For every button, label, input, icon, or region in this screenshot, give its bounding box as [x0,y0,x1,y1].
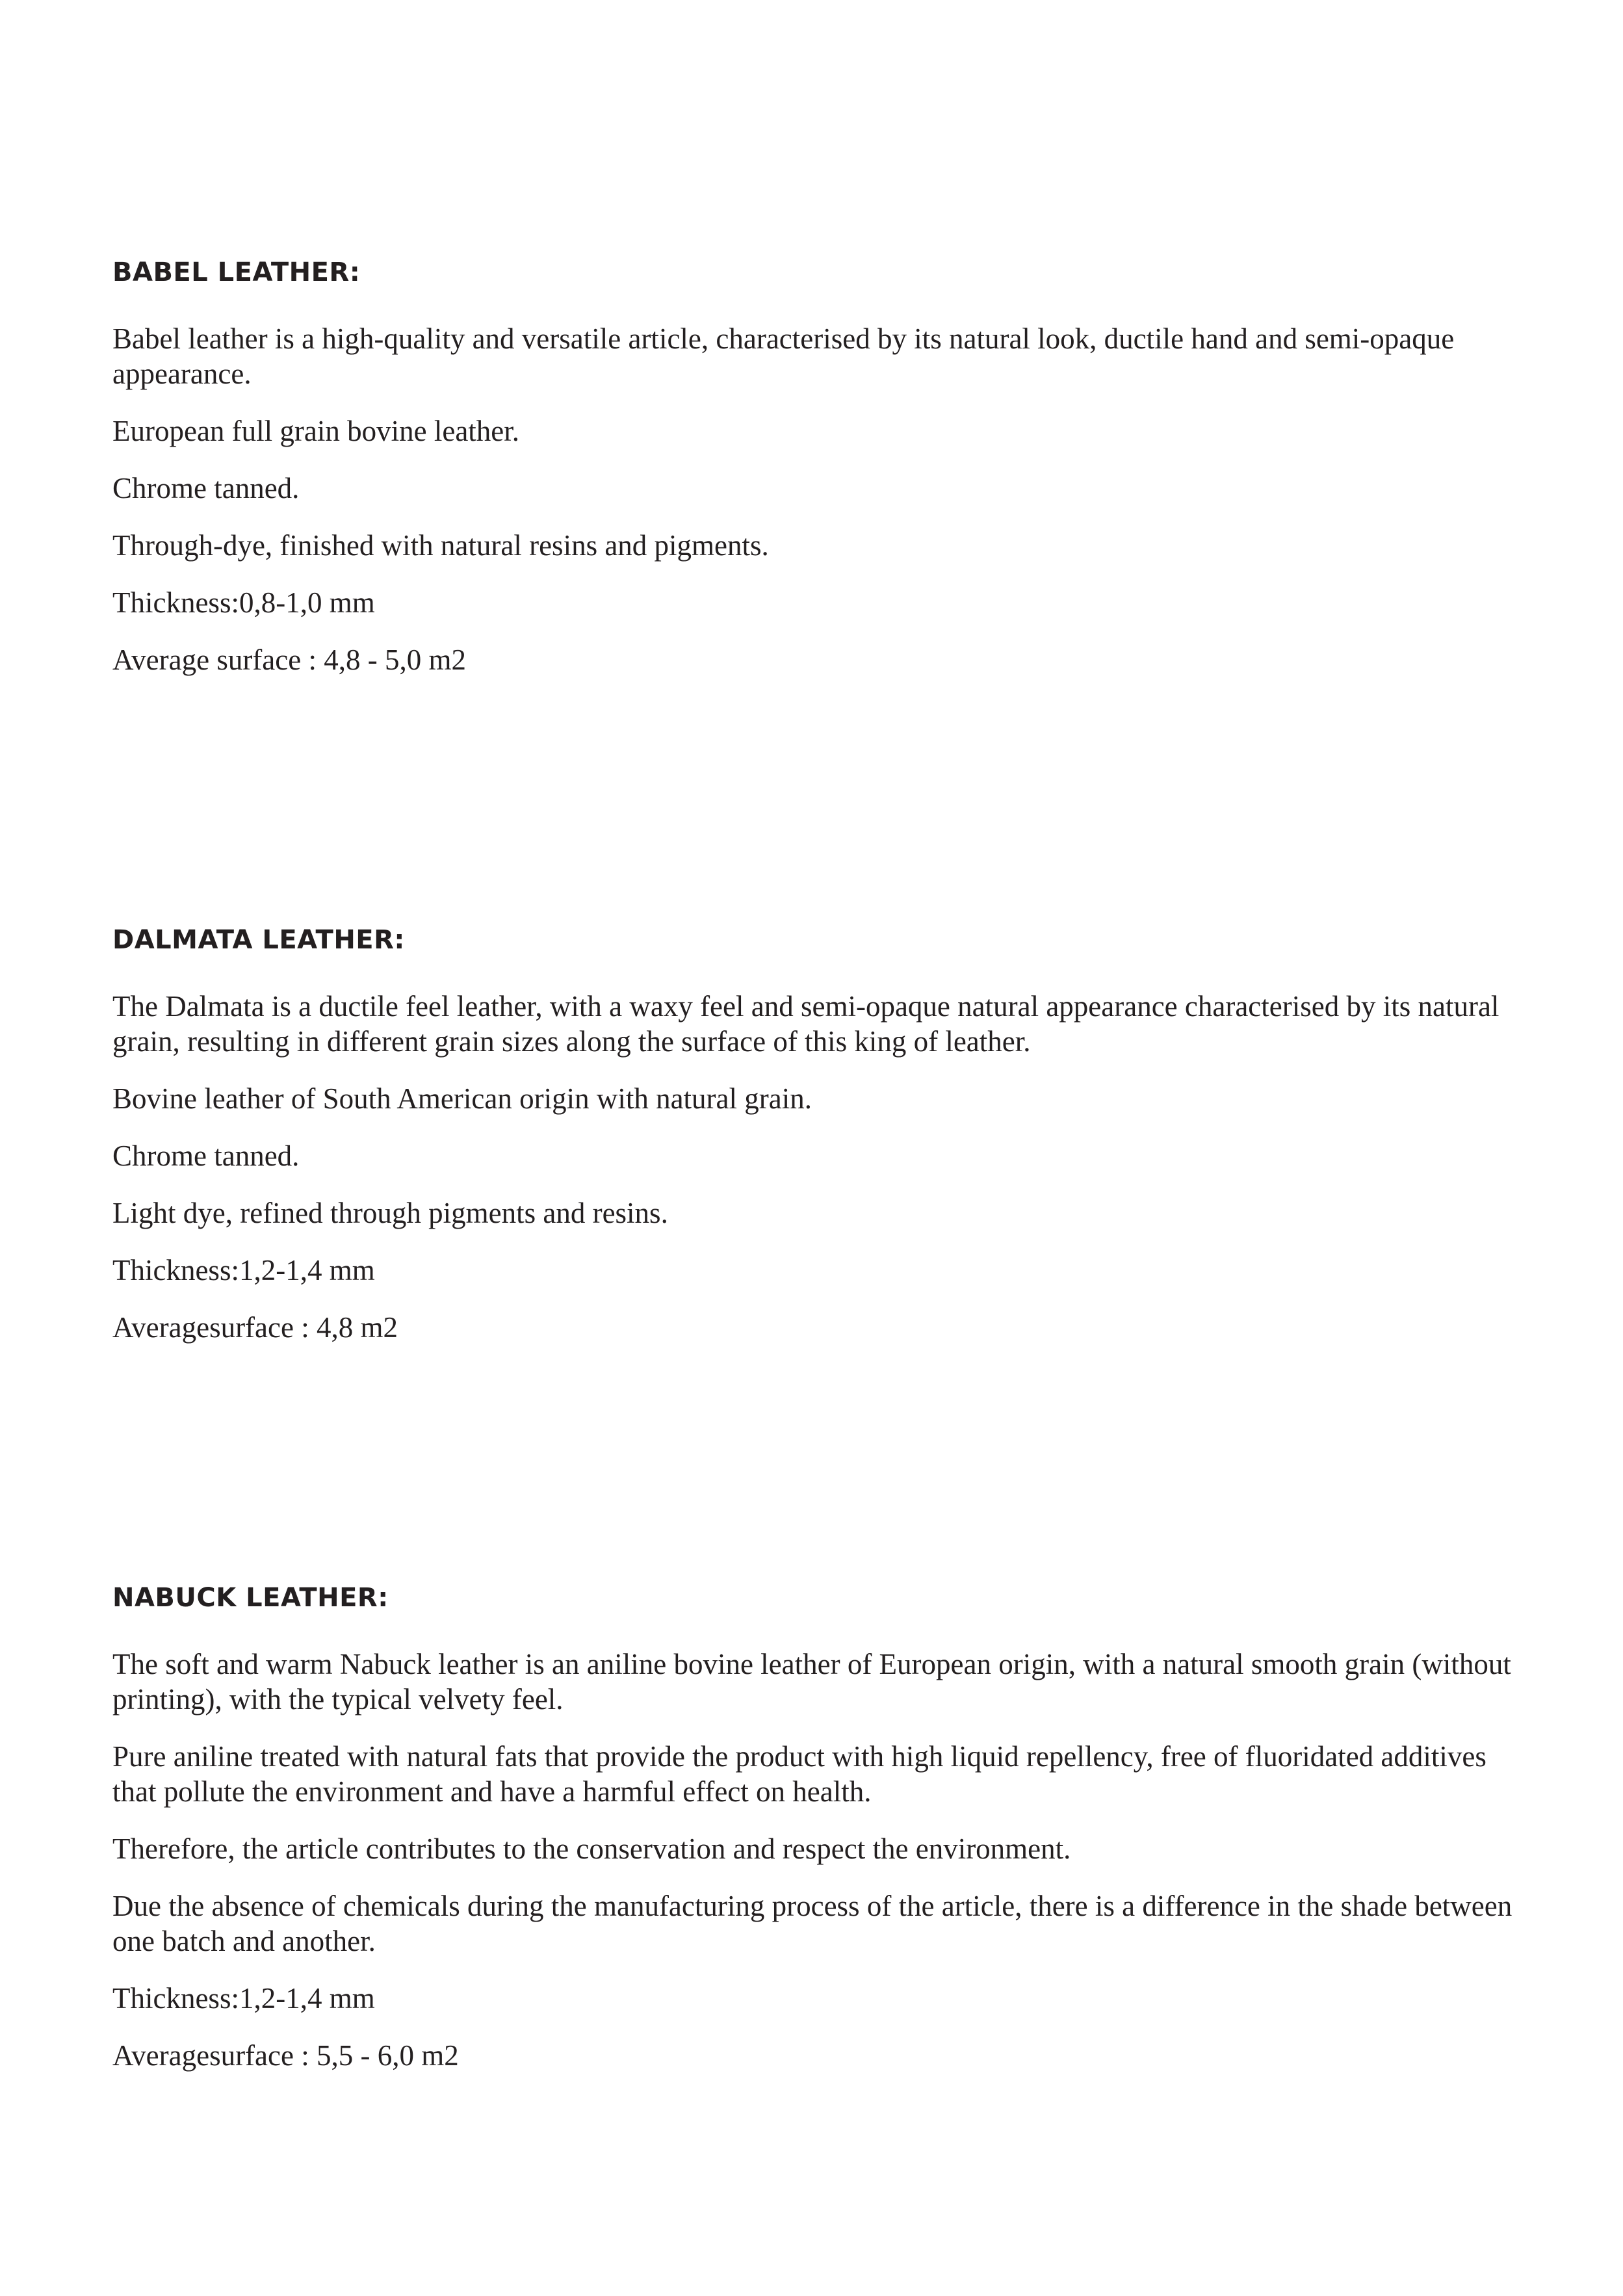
section-heading: NABUCK LEATHER: [112,1583,389,1613]
thickness-paragraph: Thickness:0,8-1,0 mm [112,586,375,619]
shade-paragraph: Due the absence of chemicals during the manufacturing process of the article, there is a difference in the shade between one batch and another. [112,1890,1513,1957]
description-paragraph: Babel leather is a high-quality and versatile article, characterised by its natural look, ductile hand and semi-opaque appearance. [112,322,1455,390]
treatment-paragraph: Pure aniline treated with natural fats that provide the product with high liquid repellency, free of fluoridated additives that pollute the environment and have a harmful effect on health. [112,1740,1487,1808]
surface-paragraph: Average surface : 4,8 - 5,0 m2 [112,644,466,676]
description-paragraph: The Dalmata is a ductile feel leather, with a waxy feel and semi-opaque natural appearance characterised by its natural grain, resulting in different grain sizes along the surface of this king of leather. [112,990,1500,1058]
finish-paragraph: Through-dye, finished with natural resins and pigments. [112,529,769,562]
description-paragraph: The soft and warm Nabuck leather is an aniline bovine leather of European origin, with a natural smooth grain (without printing), with the typical velvety feel. [112,1648,1511,1715]
origin-paragraph: European full grain bovine leather. [112,415,520,447]
origin-paragraph: Bovine leather of South American origin with natural grain. [112,1082,812,1115]
section-heading: DALMATA LEATHER: [112,925,405,955]
thickness-paragraph: Thickness:1,2-1,4 mm [112,1254,375,1286]
babel-leather-section [112,256,1529,699]
surface-paragraph: Averagesurface : 5,5 - 6,0 m2 [112,2039,459,2072]
thickness-paragraph: Thickness:1,2-1,4 mm [112,1982,375,2015]
surface-paragraph: Averagesurface : 4,8 m2 [112,1311,398,1344]
finish-paragraph: Light dye, refined through pigments and resins. [112,1197,668,1229]
tanning-paragraph: Chrome tanned. [112,1140,300,1172]
dalmata-leather-section [112,924,1529,1367]
tanning-paragraph: Chrome tanned. [112,472,300,504]
section-heading: BABEL LEATHER: [112,257,361,287]
environment-paragraph: Therefore, the article contributes to the conservation and respect the environment. [112,1833,1071,1865]
nabuck-leather-section [112,1582,1529,2095]
